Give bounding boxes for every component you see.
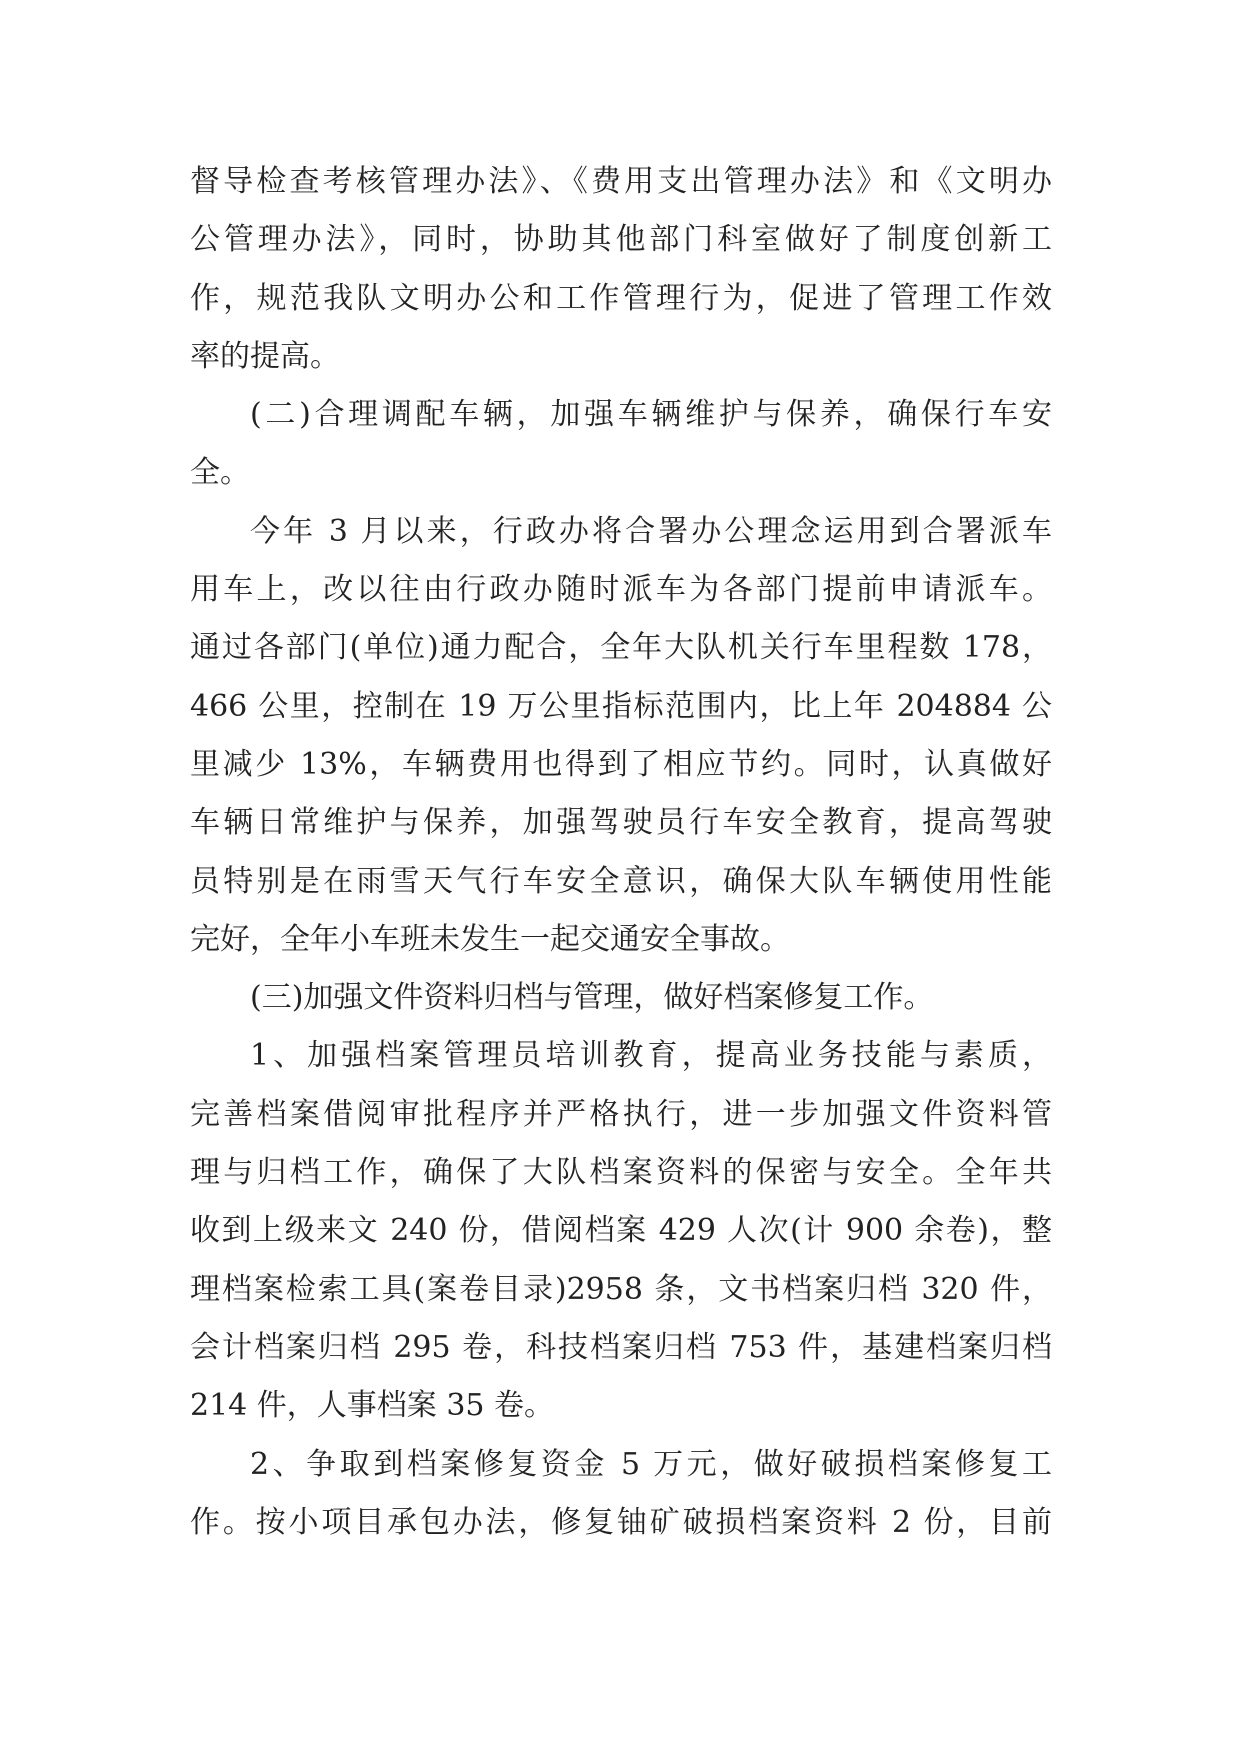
text-line: 今年 3 月以来，行政办将合署办公理念运用到合署派车 [250,513,1052,549]
text-line: 里减少 13%，车辆费用也得到了相应节约。同时，认真做好 [190,746,1052,782]
text-line: (二)合理调配车辆，加强车辆维护与保养，确保行车安 [250,397,1052,433]
text-line: 2、争取到档案修复资金 5 万元，做好破损档案修复工 [250,1446,1052,1482]
text-line: 会计档案归档 295 卷，科技档案归档 753 件，基建档案归档 [190,1329,1052,1365]
text-line: 员特别是在雨雪天气行车安全意识，确保大队车辆使用性能 [190,863,1052,899]
text-line: 收到上级来文 240 份，借阅档案 429 人次(计 900 余卷)，整 [190,1213,1052,1249]
text-line: 率的提高。 [190,338,340,374]
text-line: 作。按小项目承包办法，修复铀矿破损档案资料 2 份，目前 [190,1504,1052,1540]
text-line: 完善档案借阅审批程序并严格执行，进一步加强文件资料管 [190,1096,1052,1132]
text-line: 通过各部门(单位)通力配合，全年大队机关行车里程数 178， [190,630,1052,666]
text-line: 理档案检索工具(案卷目录)2958 条，文书档案归档 320 件， [190,1271,1052,1307]
text-line: 完好，全年小车班未发生一起交通安全事故。 [190,921,790,957]
text-line: 车辆日常维护与保养，加强驾驶员行车安全教育，提高驾驶 [190,805,1052,841]
text-line: 作，规范我队文明办公和工作管理行为，促进了管理工作效 [190,280,1052,316]
text-line: 督导检查考核管理办法》、《费用支出管理办法》和《文明办 [190,164,1052,199]
text-line: (三)加强文件资料归档与管理，做好档案修复工作。 [250,980,934,1016]
text-line: 用车上，改以往由行政办随时派车为各部门提前申请派车。 [190,572,1052,608]
text-line: 466 公里，控制在 19 万公里指标范围内，比上年 204884 公 [190,688,1052,724]
text-line: 公管理办法》，同时，协助其他部门科室做好了制度创新工 [190,222,1052,258]
text-line: 全。 [190,455,250,491]
text-line: 1、加强档案管理员培训教育，提高业务技能与素质， [250,1038,1052,1074]
text-line: 理与归档工作，确保了大队档案资料的保密与安全。全年共 [190,1155,1052,1191]
document-body [190,153,1052,1552]
text-line: 214 件，人事档案 35 卷。 [190,1388,555,1424]
